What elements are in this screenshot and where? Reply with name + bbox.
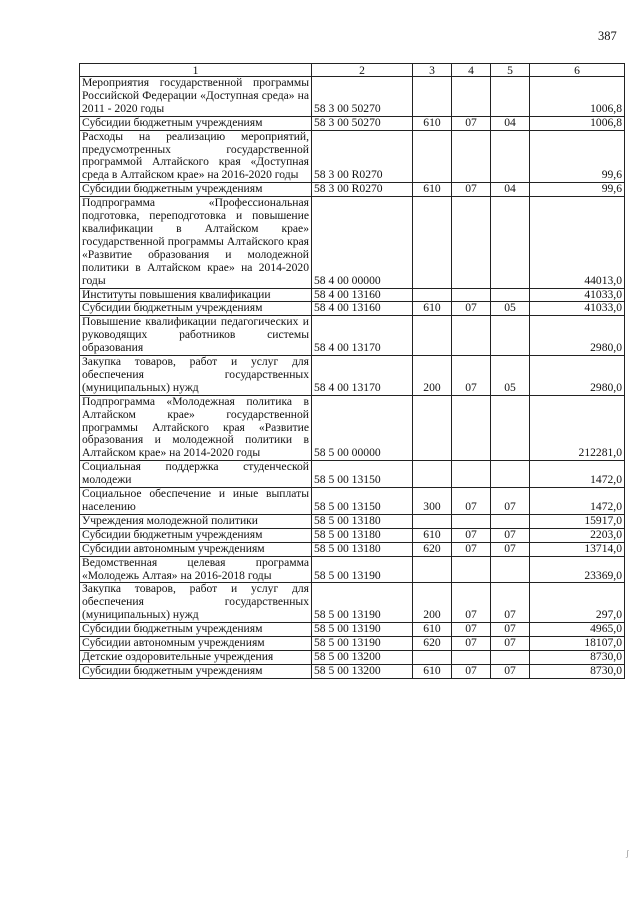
row-amount-cell: 23369,0: [530, 556, 625, 583]
row-name-cell: Институты повышения квалификации: [80, 288, 312, 302]
table-row: [80, 302, 625, 316]
row-amount-cell: 8730,0: [530, 664, 625, 678]
table-row: [80, 556, 625, 583]
row-subsection-cell: [491, 77, 530, 117]
row-section-cell: 07: [452, 664, 491, 678]
row-expense-type-cell: 200: [413, 356, 452, 396]
row-section-cell: 07: [452, 542, 491, 556]
table-row: [80, 650, 625, 664]
column-header: 1: [80, 64, 312, 77]
table-row: [80, 514, 625, 528]
row-section-cell: [452, 461, 491, 488]
column-header: 6: [530, 64, 625, 77]
row-expense-type-cell: [413, 395, 452, 461]
row-section-cell: 07: [452, 488, 491, 515]
header-row: [80, 64, 625, 77]
table-row: [80, 183, 625, 197]
table-row: [80, 637, 625, 651]
row-section-cell: 07: [452, 183, 491, 197]
row-expense-type-cell: 620: [413, 637, 452, 651]
row-section-cell: 07: [452, 528, 491, 542]
table-row: [80, 583, 625, 623]
row-name-cell: Закупка товаров, работ и услуг для обеспечения государственных (муниципальных) нужд: [80, 583, 312, 623]
table-row: [80, 664, 625, 678]
column-header: 4: [452, 64, 491, 77]
row-name-cell: Повышение квалификации педагогических и руководящих работников системы образования: [80, 316, 312, 356]
row-subsection-cell: 07: [491, 542, 530, 556]
row-amount-cell: 99,6: [530, 130, 625, 183]
row-expense-type-cell: [413, 288, 452, 302]
row-name-cell: Субсидии автономным учреждениям: [80, 542, 312, 556]
row-expense-type-cell: [413, 461, 452, 488]
row-amount-cell: 41033,0: [530, 288, 625, 302]
row-code-cell: 58 5 00 13190: [312, 556, 413, 583]
table-row: [80, 528, 625, 542]
row-expense-type-cell: 610: [413, 183, 452, 197]
row-name-cell: Субсидии автономным учреждениям: [80, 637, 312, 651]
row-expense-type-cell: 610: [413, 302, 452, 316]
row-section-cell: [452, 395, 491, 461]
row-section-cell: [452, 197, 491, 288]
row-code-cell: 58 4 00 00000: [312, 197, 413, 288]
row-subsection-cell: [491, 514, 530, 528]
table-row: [80, 130, 625, 183]
row-code-cell: 58 5 00 13200: [312, 664, 413, 678]
row-code-cell: 58 5 00 13180: [312, 514, 413, 528]
row-code-cell: 58 4 00 13160: [312, 288, 413, 302]
row-code-cell: 58 4 00 13160: [312, 302, 413, 316]
row-subsection-cell: [491, 288, 530, 302]
row-section-cell: 07: [452, 583, 491, 623]
row-expense-type-cell: 610: [413, 116, 452, 130]
row-expense-type-cell: 300: [413, 488, 452, 515]
row-section-cell: [452, 650, 491, 664]
table-row: [80, 623, 625, 637]
row-subsection-cell: 05: [491, 302, 530, 316]
row-amount-cell: 1006,8: [530, 116, 625, 130]
row-subsection-cell: 07: [491, 637, 530, 651]
row-code-cell: 58 5 00 13180: [312, 528, 413, 542]
margin-mark: ʃ: [626, 849, 629, 858]
row-name-cell: Субсидии бюджетным учреждениям: [80, 116, 312, 130]
row-amount-cell: 2980,0: [530, 316, 625, 356]
row-subsection-cell: [491, 650, 530, 664]
table-row: [80, 488, 625, 515]
table-row: [80, 356, 625, 396]
row-section-cell: [452, 316, 491, 356]
table-row: [80, 395, 625, 461]
row-code-cell: 58 5 00 00000: [312, 395, 413, 461]
row-name-cell: Расходы на реализацию мероприятий, предусмотренных государственной программой Алтайского края «Доступная среда в Алтайском крае» на 2016-2020 годы: [80, 130, 312, 183]
row-section-cell: [452, 556, 491, 583]
row-code-cell: 58 3 00 R0270: [312, 130, 413, 183]
table-row: [80, 77, 625, 117]
row-code-cell: 58 5 00 13150: [312, 461, 413, 488]
row-name-cell: Субсидии бюджетным учреждениям: [80, 183, 312, 197]
row-name-cell: Мероприятия государственной программы Российской Федерации «Доступная среда» на 2011 - 2020 годы: [80, 77, 312, 117]
row-expense-type-cell: 610: [413, 528, 452, 542]
row-amount-cell: 212281,0: [530, 395, 625, 461]
row-expense-type-cell: 610: [413, 623, 452, 637]
row-amount-cell: 4965,0: [530, 623, 625, 637]
page-number: 387: [598, 29, 617, 43]
row-expense-type-cell: 200: [413, 583, 452, 623]
row-amount-cell: 2980,0: [530, 356, 625, 396]
table-row: [80, 461, 625, 488]
row-expense-type-cell: [413, 316, 452, 356]
row-section-cell: 07: [452, 302, 491, 316]
row-code-cell: 58 5 00 13190: [312, 623, 413, 637]
row-name-cell: Закупка товаров, работ и услуг для обеспечения государственных (муниципальных) нужд: [80, 356, 312, 396]
table-row: [80, 316, 625, 356]
row-name-cell: Подпрограмма «Профессиональная подготовка, переподготовка и повышение квалификации в Алтайском крае» государственной программы Алтайского края «Развитие образования и молодежной политики в Алтайском крае» на 2014-2020 годы: [80, 197, 312, 288]
row-code-cell: 58 3 00 50270: [312, 116, 413, 130]
row-section-cell: 07: [452, 637, 491, 651]
row-code-cell: 58 5 00 13190: [312, 583, 413, 623]
row-subsection-cell: [491, 461, 530, 488]
row-name-cell: Субсидии бюджетным учреждениям: [80, 664, 312, 678]
row-code-cell: 58 4 00 13170: [312, 356, 413, 396]
table-row: [80, 197, 625, 288]
budget-table: [79, 63, 625, 679]
row-expense-type-cell: [413, 77, 452, 117]
row-amount-cell: 99,6: [530, 183, 625, 197]
row-section-cell: [452, 514, 491, 528]
row-subsection-cell: [491, 395, 530, 461]
row-subsection-cell: 07: [491, 528, 530, 542]
table-row: [80, 542, 625, 556]
row-amount-cell: 297,0: [530, 583, 625, 623]
row-name-cell: Субсидии бюджетным учреждениям: [80, 302, 312, 316]
row-section-cell: [452, 288, 491, 302]
row-amount-cell: 13714,0: [530, 542, 625, 556]
row-section-cell: [452, 130, 491, 183]
row-amount-cell: 2203,0: [530, 528, 625, 542]
row-subsection-cell: 04: [491, 183, 530, 197]
row-name-cell: Ведомственная целевая программа «Молодежь Алтая» на 2016-2018 годы: [80, 556, 312, 583]
row-amount-cell: 15917,0: [530, 514, 625, 528]
row-subsection-cell: [491, 316, 530, 356]
column-header: 5: [491, 64, 530, 77]
row-expense-type-cell: 620: [413, 542, 452, 556]
row-expense-type-cell: 610: [413, 664, 452, 678]
row-name-cell: Детские оздоровительные учреждения: [80, 650, 312, 664]
row-amount-cell: 1006,8: [530, 77, 625, 117]
row-name-cell: Социальная поддержка студенческой молодежи: [80, 461, 312, 488]
row-amount-cell: 8730,0: [530, 650, 625, 664]
row-name-cell: Субсидии бюджетным учреждениям: [80, 623, 312, 637]
table-row: [80, 288, 625, 302]
row-section-cell: 07: [452, 116, 491, 130]
row-name-cell: Учреждения молодежной политики: [80, 514, 312, 528]
row-amount-cell: 1472,0: [530, 461, 625, 488]
row-code-cell: 58 5 00 13150: [312, 488, 413, 515]
row-code-cell: 58 5 00 13200: [312, 650, 413, 664]
row-code-cell: 58 3 00 50270: [312, 77, 413, 117]
row-amount-cell: 18107,0: [530, 637, 625, 651]
row-subsection-cell: 07: [491, 488, 530, 515]
row-amount-cell: 1472,0: [530, 488, 625, 515]
row-subsection-cell: [491, 130, 530, 183]
row-subsection-cell: [491, 556, 530, 583]
row-section-cell: [452, 77, 491, 117]
row-name-cell: Субсидии бюджетным учреждениям: [80, 528, 312, 542]
row-expense-type-cell: [413, 130, 452, 183]
row-amount-cell: 44013,0: [530, 197, 625, 288]
row-expense-type-cell: [413, 197, 452, 288]
row-expense-type-cell: [413, 514, 452, 528]
row-code-cell: 58 5 00 13190: [312, 637, 413, 651]
row-code-cell: 58 3 00 R0270: [312, 183, 413, 197]
row-name-cell: Социальное обеспечение и иные выплаты населению: [80, 488, 312, 515]
row-subsection-cell: 05: [491, 356, 530, 396]
row-expense-type-cell: [413, 556, 452, 583]
row-name-cell: Подпрограмма «Молодежная политика в Алтайском крае» государственной программы Алтайского края «Развитие образования и молодежной политики в Алтайском крае» на 2014-2020 годы: [80, 395, 312, 461]
row-section-cell: 07: [452, 356, 491, 396]
row-section-cell: 07: [452, 623, 491, 637]
row-subsection-cell: 04: [491, 116, 530, 130]
row-code-cell: 58 4 00 13170: [312, 316, 413, 356]
row-subsection-cell: 07: [491, 664, 530, 678]
row-subsection-cell: [491, 197, 530, 288]
row-subsection-cell: 07: [491, 623, 530, 637]
row-subsection-cell: 07: [491, 583, 530, 623]
table-row: [80, 116, 625, 130]
column-header: 3: [413, 64, 452, 77]
row-expense-type-cell: [413, 650, 452, 664]
row-code-cell: 58 5 00 13180: [312, 542, 413, 556]
row-amount-cell: 41033,0: [530, 302, 625, 316]
column-header: 2: [312, 64, 413, 77]
